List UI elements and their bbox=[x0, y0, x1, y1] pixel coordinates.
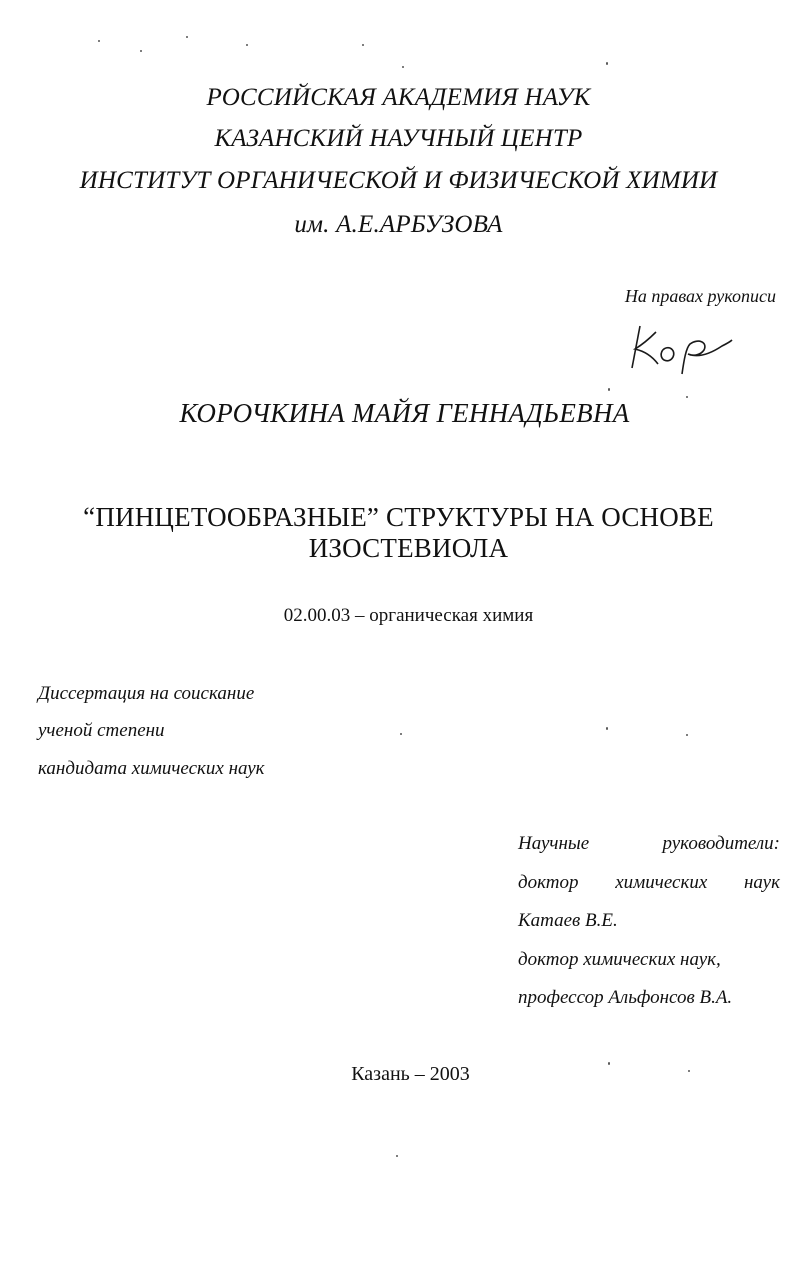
author-name: КОРОЧКИНА МАЙЯ ГЕННАДЬЕВНА bbox=[179, 398, 630, 428]
scan-speck bbox=[400, 733, 402, 735]
manuscript-rights-note: На правах рукописи bbox=[624, 286, 776, 306]
supervisor-degree-line bbox=[518, 872, 780, 894]
dissertation-line3: кандидата химических наук bbox=[38, 758, 265, 779]
institute-namesake: им. А.Е.АРБУЗОВА bbox=[294, 211, 503, 238]
scan-speck bbox=[686, 396, 688, 398]
thesis-title-line2: ИЗОСТЕВИОЛА bbox=[308, 533, 509, 563]
supervisor-degree-word2: химических bbox=[615, 872, 708, 893]
institute-name: ИНСТИТУТ ОРГАНИЧЕСКОЙ И ФИЗИЧЕСКОЙ ХИМИИ bbox=[79, 167, 718, 194]
scan-speck bbox=[362, 44, 364, 46]
supervisors-heading-word2: руководители: bbox=[662, 833, 780, 854]
specialty-code: 02.00.03 – органическая химия bbox=[283, 605, 534, 626]
scan-speck bbox=[606, 727, 608, 730]
supervisor1-name: Катаев В.Е. bbox=[518, 910, 618, 931]
city-year: Казань – 2003 bbox=[351, 1063, 470, 1085]
supervisor-degree-word3: наук bbox=[743, 872, 780, 893]
scan-speck bbox=[186, 36, 188, 38]
thesis-title-line1: “ПИНЦЕТООБРАЗНЫЕ” СТРУКТУРЫ НА ОСНОВЕ bbox=[83, 502, 714, 532]
scan-speck bbox=[686, 734, 688, 736]
scan-speck bbox=[688, 1070, 690, 1072]
scan-speck bbox=[98, 40, 100, 42]
supervisor2-name: профессор Альфонсов В.А. bbox=[518, 987, 733, 1008]
supervisor2-degree: доктор химических наук, bbox=[518, 949, 721, 970]
signature bbox=[626, 318, 736, 376]
academy-name: РОССИЙСКАЯ АКАДЕМИЯ НАУК bbox=[206, 84, 591, 111]
scan-speck bbox=[402, 66, 404, 68]
scan-speck bbox=[140, 50, 142, 52]
scan-speck bbox=[608, 1062, 610, 1065]
scan-speck bbox=[396, 1155, 398, 1157]
supervisors-heading-word1: Научные bbox=[518, 833, 590, 854]
scan-speck bbox=[608, 388, 610, 391]
center-name: КАЗАНСКИЙ НАУЧНЫЙ ЦЕНТР bbox=[214, 125, 583, 152]
supervisors-heading bbox=[518, 833, 780, 855]
dissertation-line2: ученой степени bbox=[38, 720, 165, 741]
dissertation-line1: Диссертация на соискание bbox=[38, 683, 255, 704]
supervisor-degree-word1: доктор bbox=[518, 872, 579, 893]
scan-speck bbox=[606, 62, 608, 65]
scan-speck bbox=[246, 44, 248, 46]
